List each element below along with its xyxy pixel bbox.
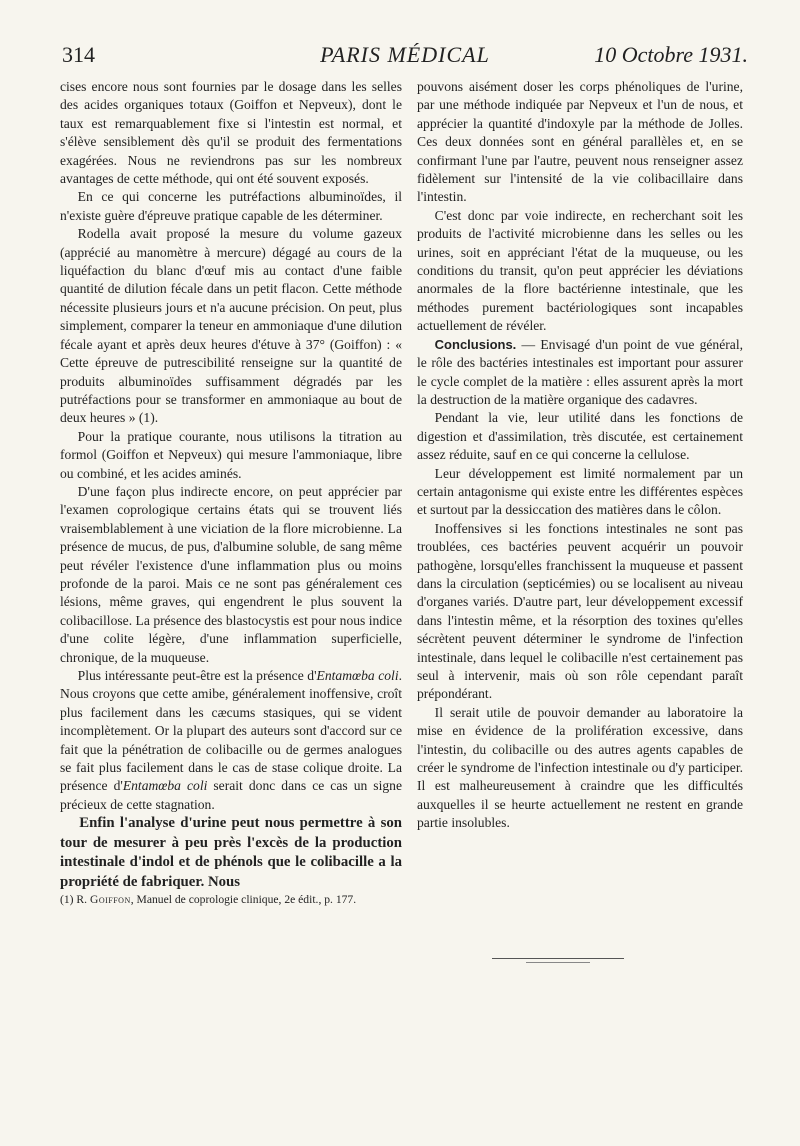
issue-date: 10 Octobre 1931. (594, 42, 748, 67)
paragraph: Rodella avait proposé la mesure du volume gazeux (apprécié au manomètre à mercure) dégagé au cours de la liquéfaction du blanc d'œuf mis au contact d'une faible quantité de dilution fécale dans un petit flacon. Cette méthode nécessite plusieurs jours et n'a aucune précision. On peut, plus simplement, comparer la teneur en ammoniaque d'une dilution fécale ayant et après deux heures d'étuve à 37° (Goiffon) : « Cette épreuve de putrescibilité renseigne sur la quantité de produits albuminoïdes suffisamment dégradés par les putréfactions pour se transformer en ammoniaque au bout de deux heures » (1). (60, 226, 402, 426)
text-run: serait donc dans ce cas un signe précieux de cette stagnation. (60, 778, 402, 812)
footnote (60, 893, 402, 907)
paragraph: En ce qui concerne les putréfactions albuminoïdes, il n'existe guère d'épreuve pratique capable de les déterminer. (60, 189, 402, 223)
paragraph: Enfin l'analyse d'urine peut nous permettre à son tour de mesurer à peu près l'excès de la production intestinale d'indol et de phénols que le colibacille a la propriété de fabriquer. Nous (60, 815, 402, 891)
paragraph: D'une façon plus indirecte encore, on peut apprécier par l'examen coprologique certains états qui se trouvent liés vraisemblablement à une viciation de la flore microbienne. La présence de mucus, de pus, d'albumine soluble, de sang même peut révéler l'existence d'une inflammation plus ou moins profonde de la paroi. Mais ce ne sont pas généralement ces lésions, même graves, qui engendrent le plus souvent la colibacillose. La présence des blastocystis est pour nous indice d'une colite légère, d'une inflammation superficielle, chronique, de la muqueuse. (60, 483, 402, 665)
section-heading: Conclusions. (434, 336, 517, 352)
italic-term: Entamœba coli (316, 668, 399, 683)
footnote-text: , Manuel de coprologie clinique, 2e édit., p. 177. (130, 892, 357, 906)
page-number: 314 (62, 42, 95, 67)
right-column (417, 78, 743, 833)
footnote-number: (1) R. (60, 892, 88, 906)
journal-title: PARIS MÉDICAL (320, 42, 490, 67)
left-column (60, 78, 402, 907)
end-rule (492, 958, 624, 959)
paragraph: C'est donc par voie indirecte, en recherchant soit les produits de l'activité microbienne dans les selles ou les urines, soit en appréciant l'état de la muqueuse, ou les conditions du transit, qu'on peut apprécier les déviations anormales de la flore bactérienne intestinale, que les méthodes purement bactériologiques sont incapables actuellement de révéler. (417, 207, 743, 334)
italic-term: Entamœba coli (122, 778, 208, 794)
paragraph (417, 336, 743, 410)
page-header (62, 42, 748, 68)
paragraph: Pendant la vie, leur utilité dans les fonctions de digestion et d'assimilation, très discutée, est certainement assez réduite, sauf en ce qui concerne la cellulose. (417, 410, 743, 463)
paragraph: pouvons aisément doser les corps phénoliques de l'urine, par une méthode indiquée par Nepveux et l'un de nous, et apprécier la quantité d'indoxyle par la méthode de Jolles. Ces deux données sont en général parallèles et, en se confirmant l'une par l'autre, peuvent nous renseigner assez fidèlement sur l'intensité de la vie colibacillaire dans l'intestin. (417, 79, 743, 205)
paragraph: Inoffensives si les fonctions intestinales ne sont pas troublées, ces bactéries peuvent acquérir un pouvoir pathogène, lorsqu'elles franchissent la muqueuse et passent dans la circulation (septicémies) ou se localisent au niveau d'organes variés. D'autre part, leur développement excessif dans l'intestin même, et la résorption des toxines qu'elles sécrètent peuvent déterminer le syndrome de l'infection intestinale, dans lequel le colibacille n'est certainement pas seul à intervenir, mais où son rôle cependant paraît prépondérant. (417, 520, 743, 702)
end-rule-short (526, 962, 590, 963)
text-run: Plus intéressante peut-être est la présence d' (77, 668, 317, 683)
text-run: — Envisagé d'un point de vue général, le rôle des bactéries intestinales est important pour assurer le cycle complet de la matière : elles assurent après la mort la destruction de la matière organique des cadavres. (417, 336, 743, 407)
text-run: . Nous croyons que cette amibe, généralement inoffensive, croît plus facilement dans les cæcums stasiques, qui se vident incomplètement. Or la plupart des auteurs sont d'accord sur ce fait que la pénétration de colibacille ou de germes analogues se fait plus facilement dans le cas de stase colique droite. La présence d' (60, 668, 402, 794)
paragraph: Il serait utile de pouvoir demander au laboratoire la mise en évidence de la prolifération excessive, dans l'intestin, du colibacille ou des autres agents capables de créer le syndrome de l'infection intestinale ou d'y participer. Il est malheureusement à craindre que les difficultés auxquelles il se heurte actuellement ne restent en grande partie insolubles. (417, 704, 743, 831)
paragraph (60, 667, 402, 814)
paragraph: cises encore nous sont fournies par le dosage dans les selles des acides organiques totaux (Goiffon et Nepveux), dont le taux est remarquablement fixe si l'intestin est normal, et s'élève sensiblement dès qu'il se produit des fermentations exagérées. Nous ne reviendrons pas sur les nombreux avantages de cette méthode, qui ont été souvent exposés. (60, 79, 402, 187)
paragraph: Leur développement est limité normalement par un certain antagonisme qui existe entre les différentes espèces et surtout par la dessiccation des matières dans le côlon. (417, 465, 743, 518)
footnote-author: Goiffon (89, 892, 131, 906)
paragraph: Pour la pratique courante, nous utilisons la titration au formol (Goiffon et Nepveux) qui mesure l'ammoniaque, libre ou combiné, et les acides aminés. (60, 428, 402, 481)
